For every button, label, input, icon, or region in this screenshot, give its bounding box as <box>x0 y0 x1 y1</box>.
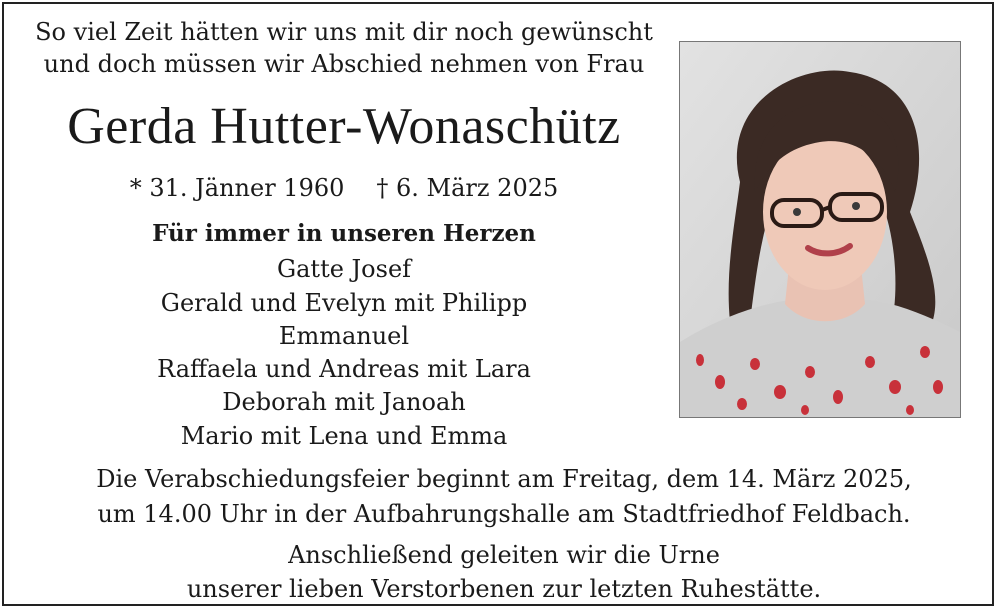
deceased-name: Gerda Hutter-Wonaschütz <box>67 98 621 155</box>
death-date: † 6. März 2025 <box>376 174 559 202</box>
portrait-photo <box>679 41 961 418</box>
portrait-illustration <box>680 42 960 417</box>
ceremony-line-4: unserer lieben Verstorbenen zur letzten Ruhestätte. <box>186 575 822 603</box>
ceremony-line-3: Anschließend geleiten wir die Urne <box>288 541 720 569</box>
family-member: Mario mit Lena und Emma <box>180 422 508 450</box>
life-dates <box>24 172 664 204</box>
family-heading: Für immer in unseren Herzen <box>152 220 536 247</box>
family-member: Deborah mit Janoah <box>222 388 466 416</box>
intro-line-1: So viel Zeit hätten wir uns mit dir noch gewünscht <box>35 18 653 46</box>
birth-date: * 31. Jänner 1960 <box>129 174 345 202</box>
intro-line-2: und doch müssen wir Abschied nehmen von Frau <box>43 50 645 78</box>
family-member: Emmanuel <box>278 322 410 350</box>
family-member: Gerald und Evelyn mit Philipp <box>160 289 528 317</box>
family-member: Raffaela und Andreas mit Lara <box>157 355 531 383</box>
ceremony-line-1: Die Verabschiedungsfeier beginnt am Freitag, dem 14. März 2025, <box>96 465 912 493</box>
ceremony-line-2: um 14.00 Uhr in der Aufbahrungshalle am Stadtfriedhof Feldbach. <box>97 500 911 528</box>
family-member: Gatte Josef <box>276 255 412 283</box>
